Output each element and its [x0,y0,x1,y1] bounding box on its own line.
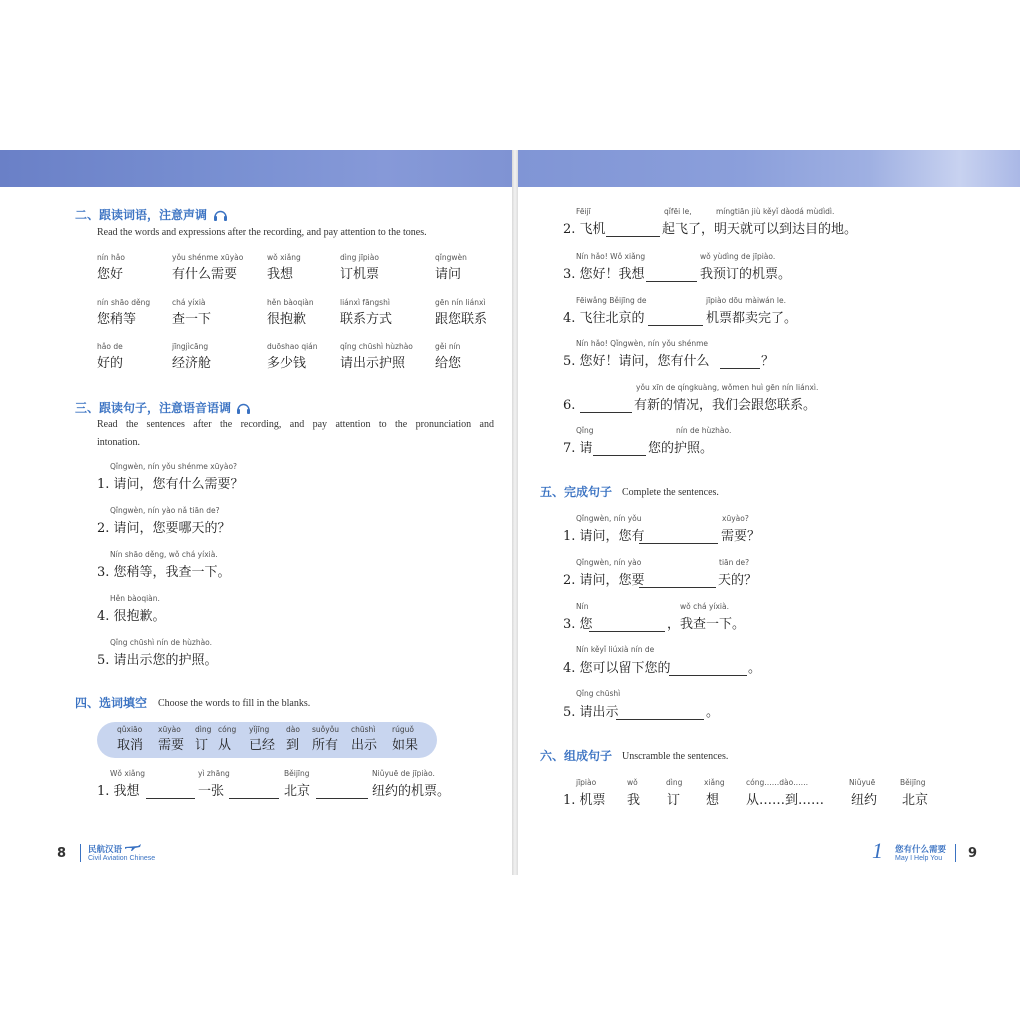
sentence [97,638,218,668]
word-pinyin: suǒyǒu [312,725,340,734]
exercise-pinyin: nín de hùzhào. [676,426,732,435]
vocab-pinyin: qǐngwèn [435,253,467,262]
word-bank-item [286,725,300,753]
vocab-pinyin: qǐng chūshì hùzhào [340,342,413,351]
vocab-hanzi: 跟您联系 [435,312,488,327]
word-pinyin: dào [286,725,300,734]
vocab-item [97,342,123,371]
exercise-text: 6. [563,398,576,413]
exercise-text: 1. 请问，您有 [563,529,645,544]
fill-blank [316,784,368,799]
section3-instruction-line2: intonation. [97,437,141,448]
fill-blank [720,354,760,369]
word-bank-item [195,725,211,753]
sentence-hanzi: 5. 请出示您的护照。 [97,653,218,668]
exercise-text: 想 [706,793,720,808]
word-pinyin: cóng [218,725,237,734]
lesson-number: 1 [872,838,883,863]
exercise-pinyin: yì zhāng [198,769,230,778]
section3-instruction-line1: Read the sentences after the recording, and pay attention to the pronunciation and [97,419,494,430]
vocab-hanzi: 很抱歉 [267,312,307,327]
word-pinyin: rúguǒ [392,725,414,734]
exercise-pinyin: Qǐng chūshì [576,689,621,698]
exercise-pinyin: dìng [666,778,683,787]
word-hanzi: 取消 [117,738,144,753]
vocab-pinyin: gěi nín [435,342,461,351]
sentence [97,462,244,492]
vocab-item [267,342,318,371]
book-title-cn: 民航汉语 [88,845,123,855]
vocab-hanzi: 联系方式 [340,312,393,327]
exercise-text: 5. 请出示 [563,705,619,720]
fill-blank [146,784,195,799]
exercise-text: 我预订的机票。 [700,267,792,282]
vocab-item [435,253,467,282]
vocab-hanzi: 请出示护照 [340,356,406,371]
word-hanzi: 已经 [249,738,276,753]
vocab-pinyin: hǎo de [97,342,123,351]
exercise-pinyin: Nín kěyǐ liúxià nín de [576,645,655,654]
vocab-pinyin: gēn nín liánxì [435,298,486,307]
page-number: 8 [57,846,67,861]
exercise-pinyin: Nín hǎo! Wǒ xiǎng [576,252,646,261]
exercise-pinyin: qǐfēi le, [664,207,692,216]
book-title-en: Civil Aviation Chinese [88,855,156,862]
section4-title: 四、选词填空 [75,696,148,710]
exercise-text: 我 [627,793,641,808]
word-bank-item [218,725,236,753]
word-bank-item [392,725,418,753]
word-hanzi: 出示 [351,738,378,753]
vocab-pinyin: nín hǎo [97,253,125,262]
vocab-item [340,253,379,282]
exercise-pinyin: Běijīng [900,778,926,787]
exercise-pinyin: Nín hǎo! Qǐngwèn, nín yǒu shénme [576,339,709,348]
exercise-pinyin: yǒu xīn de qíngkuàng, wǒmen huì gēn nín liánxì. [636,383,819,392]
fill-blank [616,705,704,720]
word-hanzi: 订 [195,738,209,753]
sentence-hanzi: 1. 请问，您有什么需要？ [97,477,244,492]
vocab-item [340,342,413,371]
sentence-pinyin: Qǐng chūshì nín de hùzhào. [110,638,213,647]
fill-blank [580,398,632,413]
exercise-text: 。 [748,661,762,676]
sentence-hanzi: 4. 很抱歉。 [97,609,166,624]
exercise-text: 4. 飞往北京的 [563,311,645,326]
word-hanzi: 如果 [392,738,419,753]
exercise-text: ？ [761,354,775,369]
page-number: 9 [968,846,978,861]
section2-title: 二、跟读词语，注意声调 [75,208,208,222]
word-pinyin: chūshì [351,725,376,734]
fill-blank [606,222,660,237]
lesson-title-cn: 您有什么需要 [895,845,947,855]
fill-blank [639,529,718,544]
fill-blank [639,573,716,588]
section6-title: 六、组成句子 [540,749,613,763]
exercise-pinyin: Niǔyuē de jīpiào. [372,769,435,778]
section3-title: 三、跟读句子，注意语音语调 [75,401,232,415]
exercise-text: 5. 您好！请问，您有什么 [563,354,710,369]
section4-instruction: Choose the words to fill in the blanks. [158,698,311,709]
exercise-pinyin: Běijīng [284,769,310,778]
exercise-pinyin: jīpiào dōu màiwán le. [706,296,787,305]
fill-blank [648,311,703,326]
sentence-pinyin: Nín shāo děng, wǒ chá yíxià. [110,550,218,559]
vocab-hanzi: 我想 [267,267,294,282]
fill-blank [229,784,279,799]
sentence [97,594,166,624]
sentence-pinyin: Hěn bàoqiàn. [110,594,160,603]
fill-blank [589,617,665,632]
sentence [97,506,231,536]
exercise-text: 需要？ [721,529,761,544]
exercise-text: 2. 请问，您要 [563,573,645,588]
vocab-pinyin: liánxì fāngshì [340,298,390,307]
exercise-pinyin: Qǐng [576,426,594,435]
exercise-text: 纽约 [851,793,878,808]
vocab-pinyin: hěn bàoqiàn [267,298,314,307]
word-bank-item [351,725,377,753]
exercise-text: 3. 您好！我想 [563,267,645,282]
vocab-pinyin: nín shāo děng [97,298,151,307]
fill-blank [646,267,697,282]
exercise-text: 北京 [284,784,311,799]
exercise-pinyin: Fēijī [576,207,591,216]
exercise-pinyin: Fēiwǎng Běijīng de [576,296,647,305]
vocab-hanzi: 您好 [97,267,124,282]
exercise-pinyin: xiǎng [704,778,725,787]
word-hanzi: 到 [286,738,300,753]
sentence-pinyin: Qǐngwèn, nín yào nǎ tiān de? [110,506,220,515]
sentence-hanzi: 2. 请问，您要哪天的？ [97,521,231,536]
section5-title: 五、完成句子 [540,485,613,499]
exercise-text: 您的护照。 [648,441,714,456]
exercise-text: 2. 飞机 [563,222,606,237]
left-page [0,150,512,875]
word-bank-item [312,725,339,753]
lesson-title-en: May I Help You [895,855,943,862]
exercise-pinyin: Niǔyuē [849,778,876,787]
vocab-pinyin: chá yíxià [172,298,206,307]
exercise-text: 天的？ [718,573,758,588]
exercise-text: 7. 请 [563,441,593,456]
vocab-item [267,253,301,282]
vocab-item [172,298,211,327]
sentence-pinyin: Qǐngwèn, nín yǒu shénme xūyào? [110,462,238,471]
airplane-icon [124,842,142,851]
headphones-icon [236,401,251,415]
exercise-pinyin: Wǒ xiǎng [110,769,146,778]
exercise-pinyin: jīpiào [576,778,597,787]
fill-blank [669,661,747,676]
sentence-hanzi: 3. 您稍等，我查一下。 [97,565,231,580]
section2-instruction: Read the words and expressions after the recording, and pay attention to the tones. [97,227,427,238]
vocab-item [435,342,461,371]
vocab-item [172,253,243,282]
sentence [97,550,231,580]
vocab-hanzi: 多少钱 [267,356,307,371]
word-pinyin: yǐjīng [249,725,270,734]
exercise-text: 3. 您 [563,617,593,632]
exercise-text: 订 [667,793,681,808]
vocab-hanzi: 订机票 [340,267,380,282]
vocab-item [267,298,314,327]
exercise-pinyin: xūyào? [722,514,749,523]
section5-instruction: Complete the sentences. [622,487,719,498]
vocab-hanzi: 好的 [97,356,124,371]
word-pinyin: xūyào [158,725,181,734]
word-hanzi: 所有 [312,738,339,753]
exercise-pinyin: Qǐngwèn, nín yào [576,558,642,567]
vocab-item [97,298,150,327]
exercise-text: 1. 机票 [563,793,606,808]
word-hanzi: 需要 [158,738,185,753]
exercise-text: 北京 [902,793,929,808]
vocab-hanzi: 经济舱 [172,356,212,371]
vocab-pinyin: wǒ xiǎng [267,253,301,262]
exercise-pinyin: cóng……dào…… [746,778,809,787]
vocab-item [97,253,125,282]
exercise-text: 机票都卖完了。 [706,311,798,326]
vocab-pinyin: yǒu shénme xūyào [172,253,244,262]
exercise-pinyin: wǒ yùdìng de jīpiào. [700,252,776,261]
exercise-text: 一张 [198,784,225,799]
vocab-item [435,298,487,327]
vocab-hanzi: 查一下 [172,312,212,327]
vocab-pinyin: dìng jīpiào [340,253,379,262]
vocab-hanzi: 给您 [435,356,462,371]
exercise-text: 起飞了，明天就可以到达目的地。 [662,222,858,237]
fill-blank [593,441,646,456]
exercise-pinyin: Nín [576,602,589,611]
word-pinyin: dìng [195,725,212,734]
exercise-text: 4. 您可以留下您的 [563,661,671,676]
vocab-pinyin: duōshao qián [267,342,318,351]
exercise-pinyin: míngtiān jiù kěyǐ dàodá mùdìdì. [716,207,835,216]
word-bank-item [158,725,184,753]
exercise-pinyin: wǒ chá yíxià. [680,602,729,611]
vocab-hanzi: 有什么需要 [172,267,238,282]
footer-divider [955,844,956,862]
word-hanzi: 从 [218,738,232,753]
vocab-pinyin: jīngjìcāng [172,342,209,351]
exercise-text: 。 [706,705,720,720]
exercise-text: 有新的情况，我们会跟您联系。 [634,398,817,413]
right-page [518,150,1020,875]
exercise-text: 从……到…… [746,793,825,808]
vocab-item [340,298,392,327]
vocab-hanzi: 您稍等 [97,312,137,327]
vocab-item [172,342,211,371]
headphones-icon [213,208,228,222]
vocab-hanzi: 请问 [435,267,462,282]
section6-instruction: Unscramble the sentences. [622,751,729,762]
exercise-text: ，我查一下。 [667,617,746,632]
word-bank [97,722,437,758]
footer-divider [80,844,81,862]
header-band [518,150,1020,187]
exercise-pinyin: Qǐngwèn, nín yǒu [576,514,642,523]
exercise-pinyin: tiān de? [719,558,750,567]
exercise-pinyin: wǒ [627,778,638,787]
exercise-text: 纽约的机票。 [372,784,451,799]
word-bank-item [249,725,275,753]
exercise-text: 1. 我想 [97,784,140,799]
header-band [0,150,512,187]
word-pinyin: qǔxiāo [117,725,143,734]
word-bank-item [117,725,143,753]
